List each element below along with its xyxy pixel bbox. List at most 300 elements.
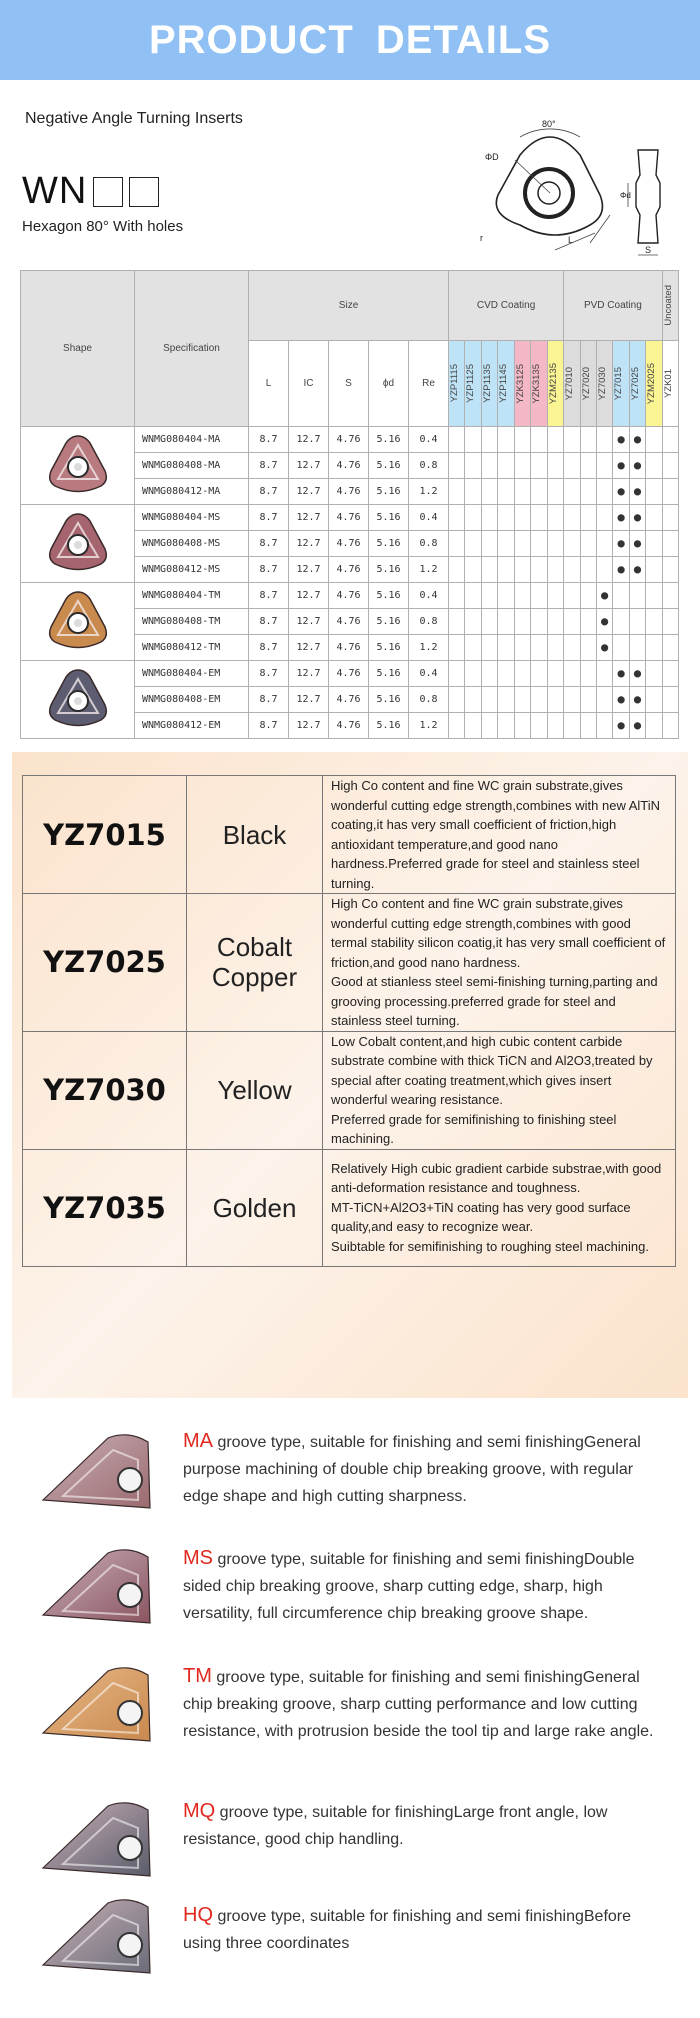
spec-cell: WNMG080408-TM — [135, 609, 249, 635]
grade-cell — [481, 479, 497, 505]
groove-thumbnail-image — [38, 1430, 156, 1515]
grade-cell — [547, 713, 564, 739]
grade-cell — [514, 609, 530, 635]
size-cell: 4.76 — [329, 453, 369, 479]
grade-cell — [449, 427, 465, 453]
grade-cell — [629, 505, 645, 531]
availability-dot: ● — [633, 718, 642, 732]
size-cell: 12.7 — [289, 635, 329, 661]
size-cell: 12.7 — [289, 583, 329, 609]
size-cell: 1.2 — [409, 635, 449, 661]
grade-cell — [498, 609, 514, 635]
insert-technical-drawing — [460, 115, 690, 265]
grade-color: Golden — [187, 1149, 323, 1266]
shape-header: Shape — [21, 271, 135, 427]
grade-cell — [514, 531, 530, 557]
grade-description-paragraph: Relatively High cubic gradient carbide substrae,with good anti-deformation resistance and toughness. — [331, 1160, 662, 1196]
grade-cell — [547, 609, 564, 635]
availability-dot: ● — [633, 510, 642, 524]
size-header: Size — [249, 271, 449, 341]
size-cell: 12.7 — [289, 661, 329, 687]
spec-cell: WNMG080412-TM — [135, 635, 249, 661]
grade-col-header: YZM2025 — [646, 341, 662, 427]
grade-cell — [481, 531, 497, 557]
grade-cell — [514, 453, 530, 479]
grade-cell — [465, 479, 481, 505]
spec-cell: WNMG080408-MS — [135, 531, 249, 557]
grade-cell — [514, 687, 530, 713]
grade-cell — [629, 531, 645, 557]
size-cell: 1.2 — [409, 479, 449, 505]
grade-cell — [662, 609, 678, 635]
grade-cell — [564, 427, 580, 453]
groove-text: groove type, suitable for finishing and semi finishingDouble sided chip breaking groove, sharp cutting edge, sharp, high versatility, full circumference chip breaking groove shape. — [183, 1551, 635, 1622]
grade-cell — [596, 531, 612, 557]
availability-dot: ● — [601, 588, 609, 602]
size-cell: 8.7 — [249, 453, 289, 479]
grade-cell — [465, 609, 481, 635]
size-cell: 8.7 — [249, 531, 289, 557]
grades-table — [22, 775, 676, 1267]
header-banner — [0, 0, 700, 80]
grade-cell — [498, 427, 514, 453]
grade-cell — [580, 505, 596, 531]
groove-text: groove type, suitable for finishing and semi finishingGeneral chip breaking groove, sharp cutting performance and low cutting resistance, with protrusion beside the tool tip and large rake angle. — [183, 1669, 654, 1740]
grade-cell — [646, 427, 662, 453]
grade-col-header: YZ7015 — [613, 341, 629, 427]
grade-cell — [449, 479, 465, 505]
grade-cell — [531, 453, 547, 479]
grade-cell — [465, 635, 481, 661]
product-subtitle: Negative Angle Turning Inserts — [25, 110, 243, 127]
grade-description — [323, 776, 676, 894]
grade-row — [23, 776, 676, 894]
grade-cell — [481, 427, 497, 453]
cvd-coating-header: CVD Coating — [449, 271, 564, 341]
grade-cell — [547, 427, 564, 453]
grade-description — [323, 1149, 676, 1266]
spec-cell: WNMG080404-TM — [135, 583, 249, 609]
size-cell: 0.8 — [409, 687, 449, 713]
groove-text: groove type, suitable for finishing and semi finishingGeneral purpose machining of double chip breaking groove, with regular edge shape and high cutting sharpness. — [183, 1434, 641, 1505]
grade-cell — [596, 713, 612, 739]
insert-shape-image — [21, 427, 135, 505]
grade-cell — [646, 531, 662, 557]
grade-cell — [580, 713, 596, 739]
grade-cell — [596, 635, 612, 661]
grade-cell — [498, 687, 514, 713]
placeholder-box-2 — [129, 177, 159, 207]
grade-description-paragraph: Preferred grade for semifinishing to finishing steel machining. — [331, 1111, 617, 1146]
grade-cell — [449, 713, 465, 739]
insert-shape-image — [21, 583, 135, 661]
grade-cell — [481, 713, 497, 739]
grade-cell — [531, 505, 547, 531]
spec-cell: WNMG080404-EM — [135, 661, 249, 687]
grade-cell — [613, 453, 629, 479]
grade-cell — [613, 479, 629, 505]
grade-cell — [613, 635, 629, 661]
grade-cell — [449, 635, 465, 661]
grade-cell — [646, 635, 662, 661]
size-cell: 8.7 — [249, 713, 289, 739]
size-cell: 4.76 — [329, 713, 369, 739]
grade-cell — [580, 661, 596, 687]
availability-dot: ● — [633, 692, 642, 706]
grade-cell — [662, 557, 678, 583]
groove-code: MA — [183, 1430, 213, 1452]
grade-cell — [596, 453, 612, 479]
grade-row — [23, 1031, 676, 1149]
phi-d-label: ΦD — [485, 152, 499, 162]
availability-dot: ● — [633, 458, 642, 472]
grade-cell — [498, 505, 514, 531]
availability-dot: ● — [617, 718, 625, 732]
grade-cell — [580, 479, 596, 505]
availability-dot: ● — [617, 562, 625, 576]
grade-cell — [481, 687, 497, 713]
grade-cell — [481, 609, 497, 635]
grade-col-header: YZK01 — [662, 341, 678, 427]
grade-cell — [449, 661, 465, 687]
grade-color: Black — [187, 776, 323, 894]
size-cell: 0.4 — [409, 583, 449, 609]
grade-cell — [646, 713, 662, 739]
groove-code: TM — [183, 1665, 212, 1687]
grade-cell — [629, 583, 645, 609]
grade-cell — [629, 609, 645, 635]
grade-color: Yellow — [187, 1031, 323, 1149]
grade-cell — [514, 505, 530, 531]
grade-cell — [564, 635, 580, 661]
grade-col-header: YZ7010 — [564, 341, 580, 427]
size-cell: 4.76 — [329, 635, 369, 661]
grade-cell — [547, 479, 564, 505]
size-cell: 0.8 — [409, 609, 449, 635]
groove-thumbnail-image — [38, 1798, 156, 1883]
angle-label: 80° — [542, 119, 556, 129]
grade-cell — [629, 479, 645, 505]
grade-cell — [662, 453, 678, 479]
grade-cell — [547, 505, 564, 531]
grade-cell — [547, 635, 564, 661]
phi-d-small-label: Φd — [620, 191, 631, 200]
spec-cell: WNMG080412-EM — [135, 713, 249, 739]
grade-cell — [596, 557, 612, 583]
grade-cell — [613, 609, 629, 635]
groove-code: MQ — [183, 1800, 216, 1822]
grade-cell — [564, 479, 580, 505]
grade-cell — [662, 687, 678, 713]
grade-code: YZ7030 — [23, 1031, 187, 1149]
size-cell: 4.76 — [329, 479, 369, 505]
grade-description — [323, 894, 676, 1032]
size-col-header: S — [329, 341, 369, 427]
grade-code: YZ7025 — [23, 894, 187, 1032]
grade-cell — [531, 557, 547, 583]
grade-cell — [498, 661, 514, 687]
spec-cell: WNMG080404-MA — [135, 427, 249, 453]
size-cell: 5.16 — [369, 479, 409, 505]
size-cell: 5.16 — [369, 453, 409, 479]
grade-cell — [596, 479, 612, 505]
size-cell: 5.16 — [369, 557, 409, 583]
grade-cell — [580, 609, 596, 635]
size-cell: 8.7 — [249, 427, 289, 453]
size-cell: 1.2 — [409, 713, 449, 739]
grade-description-paragraph: High Co content and fine WC grain substrate,gives wonderful cutting edge strength,combines with good termal stability silicon coatig,it has very small coefficient of friction,and good nano hardness. — [331, 896, 666, 970]
insert-outline — [496, 137, 602, 235]
availability-dot: ● — [601, 614, 609, 628]
grade-cell — [465, 505, 481, 531]
grade-cell — [629, 557, 645, 583]
size-cell: 5.16 — [369, 713, 409, 739]
grade-cell — [531, 479, 547, 505]
grade-cell — [646, 453, 662, 479]
grade-cell — [449, 557, 465, 583]
grade-cell — [613, 687, 629, 713]
grade-row — [23, 1149, 676, 1266]
groove-thumbnail-image — [38, 1663, 156, 1748]
grade-cell — [596, 427, 612, 453]
grade-cell — [531, 583, 547, 609]
grade-cell — [564, 713, 580, 739]
grade-cell — [465, 583, 481, 609]
availability-dot: ● — [617, 692, 625, 706]
size-cell: 5.16 — [369, 427, 409, 453]
grade-cell — [564, 453, 580, 479]
groove-description — [183, 1663, 673, 1745]
availability-dot: ● — [617, 666, 625, 680]
size-cell: 12.7 — [289, 479, 329, 505]
availability-dot: ● — [633, 484, 642, 498]
grade-col-header: YZP1115 — [449, 341, 465, 427]
grade-cell — [646, 557, 662, 583]
grade-cell — [481, 661, 497, 687]
grade-cell — [531, 427, 547, 453]
size-col-header: L — [249, 341, 289, 427]
grade-col-header: YZM2135 — [547, 341, 564, 427]
size-cell: 12.7 — [289, 427, 329, 453]
product-code-text: WN — [22, 170, 88, 212]
grade-cell — [629, 427, 645, 453]
r-label: r — [480, 233, 483, 243]
size-cell: 8.7 — [249, 609, 289, 635]
size-cell: 5.16 — [369, 583, 409, 609]
grade-description — [323, 1031, 676, 1149]
grade-cell — [547, 531, 564, 557]
size-cell: 5.16 — [369, 635, 409, 661]
grade-cell — [547, 583, 564, 609]
grade-cell — [613, 427, 629, 453]
grade-cell — [514, 661, 530, 687]
grade-cell — [531, 609, 547, 635]
grade-cell — [662, 661, 678, 687]
grade-cell — [613, 505, 629, 531]
table-row — [21, 505, 679, 531]
grade-cell — [547, 687, 564, 713]
grade-cell — [662, 531, 678, 557]
grade-cell — [514, 427, 530, 453]
grade-cell — [596, 661, 612, 687]
size-cell: 0.8 — [409, 531, 449, 557]
uncoated-header: Uncoated — [662, 271, 678, 341]
availability-dot: ● — [617, 458, 625, 472]
groove-description — [183, 1545, 673, 1627]
grade-cell — [646, 687, 662, 713]
spec-cell: WNMG080408-EM — [135, 687, 249, 713]
size-col-header: Re — [409, 341, 449, 427]
grade-cell — [596, 609, 612, 635]
grade-cell — [481, 635, 497, 661]
table-row — [21, 661, 679, 687]
grade-cell — [580, 427, 596, 453]
availability-dot: ● — [601, 640, 609, 654]
size-cell: 0.8 — [409, 453, 449, 479]
grade-cell — [580, 557, 596, 583]
grade-col-header: YZ7025 — [629, 341, 645, 427]
grade-description-paragraph: Suibtable for semifinishing to roughing steel machining. — [331, 1238, 649, 1254]
size-cell: 5.16 — [369, 505, 409, 531]
grade-cell — [449, 453, 465, 479]
size-cell: 12.7 — [289, 505, 329, 531]
grade-cell — [498, 453, 514, 479]
size-cell: 4.76 — [329, 661, 369, 687]
grade-cell — [465, 687, 481, 713]
grade-cell — [613, 583, 629, 609]
availability-dot: ● — [633, 562, 642, 576]
grade-cell — [481, 583, 497, 609]
groove-thumbnail-image — [38, 1545, 156, 1630]
grade-col-header: YZP1135 — [481, 341, 497, 427]
size-cell: 4.76 — [329, 687, 369, 713]
grade-cell — [481, 505, 497, 531]
grade-cell — [564, 661, 580, 687]
size-cell: 4.76 — [329, 583, 369, 609]
grade-cell — [580, 531, 596, 557]
availability-dot: ● — [617, 484, 625, 498]
groove-description — [183, 1798, 673, 1853]
grade-row — [23, 894, 676, 1032]
size-col-header: IC — [289, 341, 329, 427]
grade-col-header: YZP1145 — [498, 341, 514, 427]
page-title: PRODUCT DETAILS — [148, 17, 552, 62]
pvd-coating-header: PVD Coating — [564, 271, 663, 341]
grade-cell — [596, 583, 612, 609]
size-col-header: ϕd — [369, 341, 409, 427]
grade-cell — [498, 557, 514, 583]
grade-cell — [662, 427, 678, 453]
grade-cell — [531, 687, 547, 713]
grade-cell — [465, 661, 481, 687]
grade-cell — [580, 635, 596, 661]
size-cell: 0.4 — [409, 427, 449, 453]
grade-cell — [662, 635, 678, 661]
availability-dot: ● — [617, 510, 625, 524]
grade-col-header: YZP1125 — [465, 341, 481, 427]
grade-cell — [481, 557, 497, 583]
size-cell: 0.4 — [409, 505, 449, 531]
grade-cell — [629, 453, 645, 479]
size-cell: 8.7 — [249, 687, 289, 713]
specification-table — [20, 270, 679, 739]
grade-cell — [465, 531, 481, 557]
size-cell: 4.76 — [329, 557, 369, 583]
size-cell: 5.16 — [369, 661, 409, 687]
grade-cell — [580, 453, 596, 479]
size-cell: 5.16 — [369, 531, 409, 557]
grade-cell — [613, 661, 629, 687]
grade-description-paragraph: Low Cobalt content,and high cubic content carbide substrate combine with thick TiCN and Al2O3,treated by special after coating treatment,which gives insert wonderful wearing resistance. — [331, 1033, 653, 1107]
table-row — [21, 427, 679, 453]
grade-cell — [646, 479, 662, 505]
grade-cell — [547, 557, 564, 583]
size-cell: 4.76 — [329, 609, 369, 635]
size-cell: 8.7 — [249, 583, 289, 609]
grade-cell — [465, 427, 481, 453]
grade-cell — [531, 713, 547, 739]
product-code — [22, 170, 159, 213]
grade-cell — [613, 531, 629, 557]
size-cell: 8.7 — [249, 557, 289, 583]
availability-dot: ● — [633, 536, 642, 550]
grade-cell — [629, 687, 645, 713]
grade-cell — [547, 661, 564, 687]
specification-header: Specification — [135, 271, 249, 427]
grade-cell — [465, 557, 481, 583]
groove-code: HQ — [183, 1904, 213, 1926]
grade-cell — [514, 479, 530, 505]
size-cell: 12.7 — [289, 453, 329, 479]
groove-thumbnail-image — [38, 1895, 156, 1980]
grade-cell — [629, 661, 645, 687]
grade-cell — [531, 661, 547, 687]
grade-cell — [564, 531, 580, 557]
grade-cell — [629, 635, 645, 661]
insert-shape-image — [21, 661, 135, 739]
grade-cell — [613, 557, 629, 583]
grade-cell — [498, 713, 514, 739]
grade-description-paragraph: High Co content and fine WC grain substrate,gives wonderful cutting edge strength,combines with new AlTiN coating,it has very small coefficient of friction,high antioxidant temperature,and good nano hardness.Preferred grade for steel and stainless steel turning. — [331, 778, 661, 891]
availability-dot: ● — [617, 536, 625, 550]
grade-code: YZ7015 — [23, 776, 187, 894]
groove-description — [183, 1902, 673, 1957]
groove-text: groove type, suitable for finishing and semi finishingBefore using three coordinates — [183, 1908, 632, 1952]
grade-col-header: YZ7030 — [596, 341, 612, 427]
s-label: S — [645, 245, 652, 255]
grade-cell — [531, 531, 547, 557]
grade-cell — [514, 557, 530, 583]
grade-cell — [646, 583, 662, 609]
availability-dot: ● — [633, 666, 642, 680]
hexagon-label: Hexagon 80° With holes — [22, 218, 184, 235]
size-cell: 5.16 — [369, 687, 409, 713]
grade-cell — [465, 713, 481, 739]
size-cell: 8.7 — [249, 505, 289, 531]
grade-cell — [449, 583, 465, 609]
spec-cell: WNMG080408-MA — [135, 453, 249, 479]
grade-cell — [449, 505, 465, 531]
grade-cell — [514, 635, 530, 661]
availability-dot: ● — [633, 432, 642, 446]
grade-description-paragraph: MT-TiCN+Al2O3+TiN coating has very good surface quality,and easy to recognize wear. — [331, 1199, 631, 1235]
groove-code: MS — [183, 1547, 213, 1569]
grade-cell — [596, 505, 612, 531]
grade-cell — [481, 453, 497, 479]
grade-cell — [564, 505, 580, 531]
size-cell: 12.7 — [289, 531, 329, 557]
grade-cell — [547, 453, 564, 479]
